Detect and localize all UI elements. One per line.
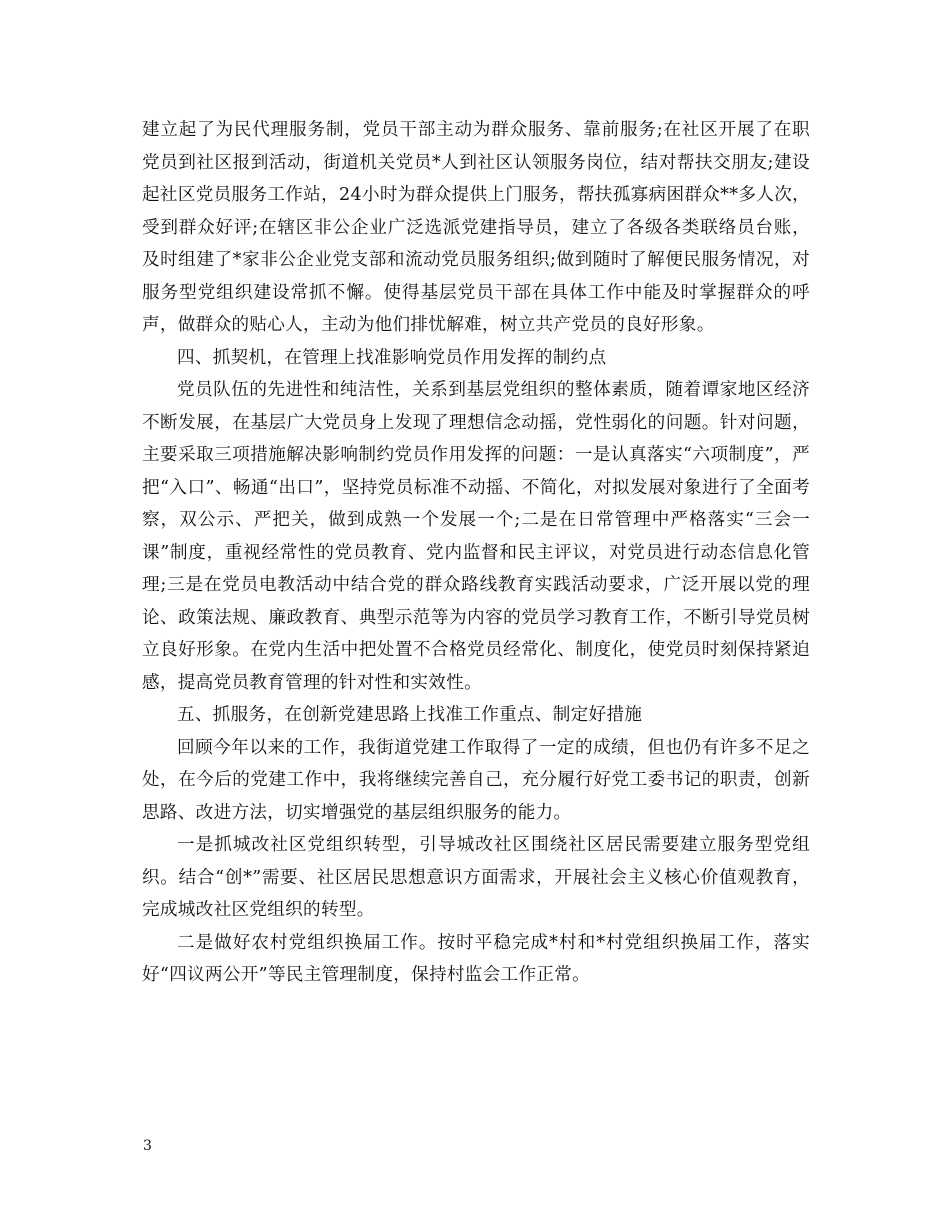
paragraph-village-election: 二是做好农村党组织换届工作。按时平稳完成*村和*村党组织换届工作，落实好“四议两公开”等民主管理制度，保持村监会工作正常。 (142, 932, 810, 985)
section-heading-five: 五、抓服务，在创新党建思路上找准工作重点、制定好措施 (177, 705, 643, 725)
paragraph-continuation: 建立起了为民代理服务制，党员干部主动为群众服务、靠前服务;在社区开展了在职党员到社区报到活动，街道机关党员*人到社区认领服务岗位，结对帮扶交朋友;建设起社区党员服务工作站，24小时为群众提供上门服务，帮扶孤寡病困群众**多人次，受到群众好评;在辖区非公企业广泛选派党建指导员，建立了各级各类联络员台账，及时组建了*家非公企业党支部和流动党员服务组织;做到随时了解便民服务情况，对服务型党组织建设常抓不懈。使得基层党员干部在具体工作中能及时掌握群众的呼声，做群众的贴心人，主动为他们排忧解难，树立共产党员的良好形象。 (142, 120, 810, 335)
paragraph-review: 回顾今年以来的工作，我街道党建工作取得了一定的成绩，但也仍有许多不足之处，在今后的党建工作中，我将继续完善自己，充分履行好党工委书记的职责，创新思路、改进方法，切实增强党的基层组织服务的能力。 (142, 737, 810, 823)
paragraph-member-management: 党员队伍的先进性和纯洁性，关系到基层党组织的整体素质，随着谭家地区经济不断发展，在基层广大党员身上发现了理想信念动摇，党性弱化的问题。针对问题，主要采取三项措施解决影响制约党员作用发挥的问题：一是认真落实“六项制度”，严把“入口”、畅通“出口”，坚持党员标准不动摇、不简化，对拟发展对象进行了全面考察，双公示、严把关，做到成熟一个发展一个;二是在日常管理中严格落实“三会一课”制度，重视经常性的党员教育、党内监督和民主评议，对党员进行动态信息化管理;三是在党员电教活动中结合党的群众路线教育实践活动要求，广泛开展以党的理论、政策法规、廉政教育、典型示范等为内容的党员学习教育工作，不断引导党员树立良好形象。在党内生活中把处置不合格党员经常化、制度化，使党员时刻保持紧迫感，提高党员教育管理的针对性和实效性。 (142, 380, 810, 693)
section-heading-four: 四、抓契机，在管理上找准影响党员作用发挥的制约点 (177, 347, 607, 368)
paragraph-community-transformation: 一是抓城改社区党组织转型，引导城改社区围绕社区居民需要建立服务型党组织。结合“创*”需要、社区居民思想意识方面需求，开展社会主义核心价值观教育，完成城改社区党组织的转型。 (142, 835, 810, 920)
document-body (142, 114, 810, 992)
page-number: 3 (143, 1138, 152, 1154)
